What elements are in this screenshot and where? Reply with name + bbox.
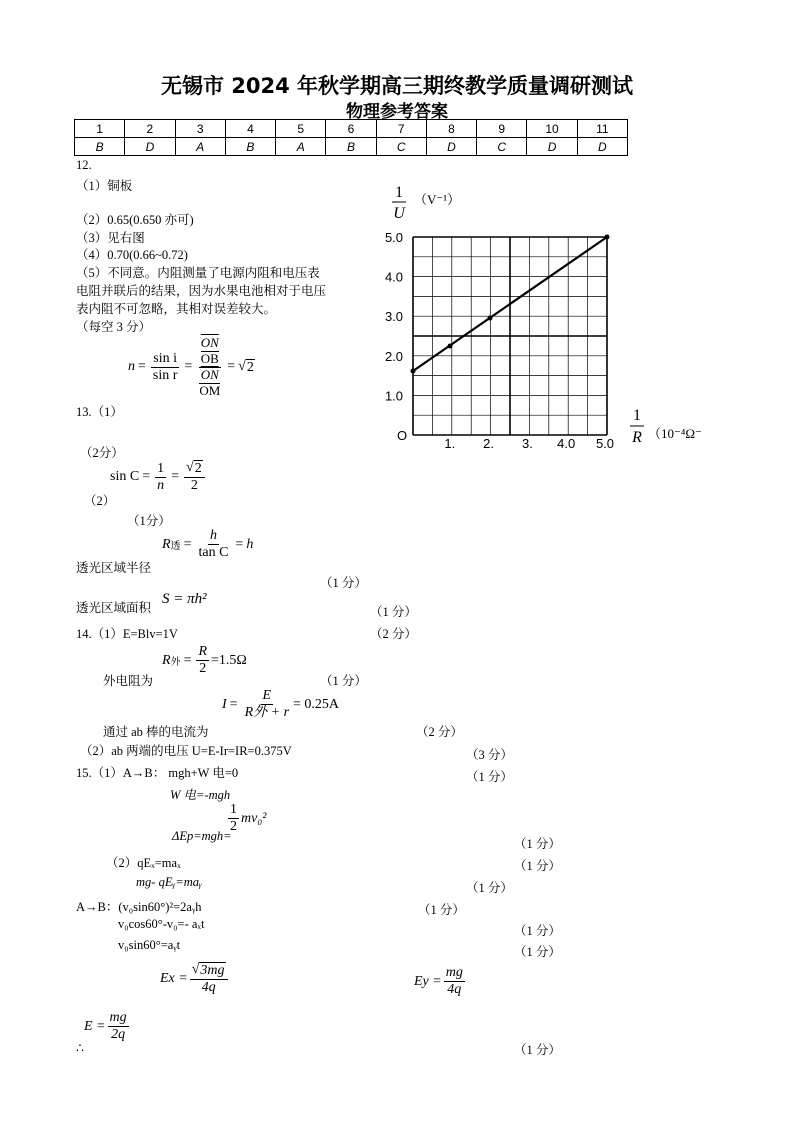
q15-e-equation: E = $\frac{mg}{2q}$ bbox=[84, 1010, 127, 1043]
q12-answer-2: （2）0.65(0.650 亦可) bbox=[76, 213, 194, 227]
eq-sinc-lhs: sin C bbox=[110, 469, 140, 485]
q12-answer-5-line1: （5）不同意。内阻测量了电源内阻和电压表 bbox=[76, 266, 320, 280]
answer-key-cell: C bbox=[477, 138, 527, 156]
q13-area-equation: S = πh² bbox=[162, 591, 207, 607]
answer-key-cell: B bbox=[225, 138, 275, 156]
q14-score-1: （2 分） bbox=[370, 627, 417, 641]
q14-external-resistance-equation: R 外 = $\frac{R}{2}$ =1.5Ω bbox=[162, 644, 247, 677]
q15-line-6: A→B：(v₀sin60°)²=2aᵧh bbox=[76, 900, 202, 914]
graph-1-over-u-vs-1-over-r bbox=[370, 180, 710, 460]
q14-current-equation: I = $\frac{E}{\text{R外 + r}}$ = 0.25A bbox=[222, 688, 340, 721]
q14-score-2: （1 分） bbox=[320, 674, 367, 688]
answer-key-cell: D bbox=[577, 138, 627, 156]
graph-y-ticks bbox=[385, 230, 403, 403]
q15-score-4: （1 分） bbox=[466, 881, 513, 895]
q15-line-2: W 电=-mgh bbox=[170, 788, 231, 802]
graph-grid bbox=[413, 237, 607, 435]
graph-y-axis-label bbox=[392, 184, 460, 222]
q15-score-2: （1 分） bbox=[514, 837, 561, 851]
q15-score-7: （1 分） bbox=[514, 945, 561, 959]
eq-on-1: $\overline{ON}$ bbox=[200, 335, 219, 350]
answer-number-cell: 2 bbox=[125, 120, 175, 138]
q14-score-4: （3 分） bbox=[466, 748, 513, 762]
q15-line-3: ΔEp=mgh= bbox=[172, 829, 232, 843]
q13-sinc-equation: sin C = $\frac{1}{n}$ = √ 2 2 bbox=[110, 460, 207, 494]
graph-x-ticks bbox=[444, 436, 614, 451]
graph-x-axis-label bbox=[630, 407, 702, 446]
answer-number-cell: 6 bbox=[326, 120, 376, 138]
eq-n: n bbox=[128, 359, 135, 375]
answer-table-key-row bbox=[75, 138, 628, 156]
answer-table bbox=[74, 119, 628, 156]
q14-current-label: 通过 ab 棒的电流为 bbox=[103, 725, 209, 739]
answer-key-cell: B bbox=[326, 138, 376, 156]
eq-sin-r: sin r bbox=[152, 367, 178, 383]
q12-label: 12. bbox=[76, 158, 92, 172]
q13-radius-label: 透光区域半径 bbox=[76, 561, 152, 575]
answer-number-cell: 5 bbox=[276, 120, 326, 138]
graph-origin: O bbox=[396, 428, 408, 443]
q12-answer-3: （3）见右图 bbox=[76, 231, 145, 245]
answer-number-cell: 9 bbox=[477, 120, 527, 138]
q14-line-1: 14.（1）E=Blv=1V bbox=[76, 627, 178, 641]
data-point bbox=[605, 235, 610, 240]
q15-score-5: （1 分） bbox=[418, 903, 465, 917]
x-tick-label: 1. bbox=[444, 436, 456, 451]
q13-refractive-index-equation: n = $\frac{\text{sin i}}{\text{sin r}}$ = $\overline{ON}$ OB $\overline{ON}$ OM = √ 2 bbox=[128, 335, 254, 398]
q13-score-4: （1 分） bbox=[370, 605, 417, 619]
y-tick-label: 5.0 bbox=[384, 230, 404, 245]
q12-answer-1: （1）铜板 bbox=[76, 179, 133, 193]
y-tick-label: 3.0 bbox=[384, 309, 404, 325]
q13-score-3: （1 分） bbox=[320, 576, 367, 590]
q15-line-8: v₀sin60°=aᵧt bbox=[118, 938, 181, 952]
q12-answer-5-line2: 电阻并联后的结果，因为水果电池相对于电压 bbox=[76, 284, 327, 298]
answer-key-cell: C bbox=[376, 138, 426, 156]
q13-part-2-label: （2） bbox=[84, 494, 116, 508]
data-point bbox=[488, 316, 493, 321]
answer-number-cell: 7 bbox=[376, 120, 426, 138]
q13-score-2: （1分） bbox=[127, 514, 171, 528]
q15-ey-equation: Ey = $\frac{mg}{4q}$ bbox=[414, 965, 463, 998]
x-frac-num: 1 bbox=[633, 407, 641, 424]
answer-number-cell: 8 bbox=[426, 120, 476, 138]
data-point bbox=[411, 369, 416, 374]
answer-key-cell: A bbox=[175, 138, 225, 156]
eq-ob: OB bbox=[200, 350, 219, 366]
answer-number-cell: 10 bbox=[527, 120, 577, 138]
q13-score-1: （2分） bbox=[80, 446, 124, 460]
q15-line-1: 15.（1）A→B： mgh+W 电=0 bbox=[76, 766, 239, 780]
x-tick-label: 3. bbox=[521, 436, 533, 451]
q15-line-4: （2）qEₓ=maₓ bbox=[106, 856, 181, 870]
eq-on-2: $\overline{ON}$ bbox=[200, 366, 219, 382]
q15-ex-equation: Ex = √ 3mg 4q bbox=[160, 962, 230, 996]
sqrt-2: √ 2 bbox=[238, 358, 254, 375]
x-tick-label: 4.0 bbox=[557, 436, 576, 451]
x-unit: （10⁻⁴Ω⁻ bbox=[648, 426, 702, 441]
x-tick-label: 5.0 bbox=[595, 436, 615, 451]
q14-external-resistance-label: 外电阻为 bbox=[103, 674, 154, 688]
y-tick-label: 4.0 bbox=[384, 269, 404, 285]
q15-score-6: （1 分） bbox=[514, 924, 561, 938]
q15-score-1: （1 分） bbox=[466, 770, 513, 784]
q15-line-7: v₀cos60°-v₀=- aₓt bbox=[118, 917, 205, 931]
q15-score-8: （1 分） bbox=[514, 1043, 561, 1057]
q13-area-label: 透光区域面积 bbox=[76, 601, 152, 615]
answer-key-cell: B bbox=[75, 138, 125, 156]
answer-number-cell: 11 bbox=[577, 120, 627, 138]
y-tick-label: 1.0 bbox=[384, 388, 404, 404]
answer-table-number-row bbox=[75, 120, 628, 138]
y-unit: （V⁻¹） bbox=[414, 192, 461, 207]
answer-key-cell: D bbox=[527, 138, 577, 156]
q12-answer-4: （4）0.70(0.66~0.72) bbox=[76, 248, 188, 262]
answer-number-cell: 1 bbox=[75, 120, 125, 138]
q12-score-note: （每空 3 分） bbox=[76, 320, 152, 334]
q13-radius-equation: R 透 = $\frac{h}{\text{tan C}}$ = h bbox=[162, 528, 254, 561]
q14-line-2: （2）ab 两端的电压 U=E-Ir=IR=0.375V bbox=[80, 744, 292, 758]
eq-sin-i: sin i bbox=[151, 351, 179, 368]
x-tick-label: 2. bbox=[483, 436, 495, 451]
y-frac-den: U bbox=[393, 205, 405, 222]
answer-number-cell: 4 bbox=[225, 120, 275, 138]
y-tick-label: 2.0 bbox=[384, 348, 404, 364]
eq-om: OM bbox=[199, 382, 221, 398]
data-point bbox=[448, 344, 453, 349]
answer-key-cell: D bbox=[426, 138, 476, 156]
q14-score-3: （2 分） bbox=[416, 725, 463, 739]
page-title: 无锡市 2024 年秋学期高三期终教学质量调研测试 bbox=[160, 74, 634, 98]
answer-key-cell: A bbox=[276, 138, 326, 156]
q15-score-3: （1 分） bbox=[514, 859, 561, 873]
q12-answer-5-line3: 表内阻不可忽略，其相对误差较大。 bbox=[76, 302, 277, 316]
q15-line-5: mg- qEᵧ=maᵧ bbox=[136, 875, 202, 889]
x-frac-den: R bbox=[632, 429, 642, 446]
q15-therefore: ∴ bbox=[76, 1041, 84, 1055]
q15-kinetic-term: $\frac{1}{2}$ mv₀² bbox=[230, 802, 267, 835]
answer-number-cell: 3 bbox=[175, 120, 225, 138]
page-subtitle: 物理参考答案 bbox=[346, 102, 448, 122]
answer-key-cell: D bbox=[125, 138, 175, 156]
q13-label: 13.（1） bbox=[76, 405, 123, 419]
y-frac-num: 1 bbox=[395, 184, 403, 201]
